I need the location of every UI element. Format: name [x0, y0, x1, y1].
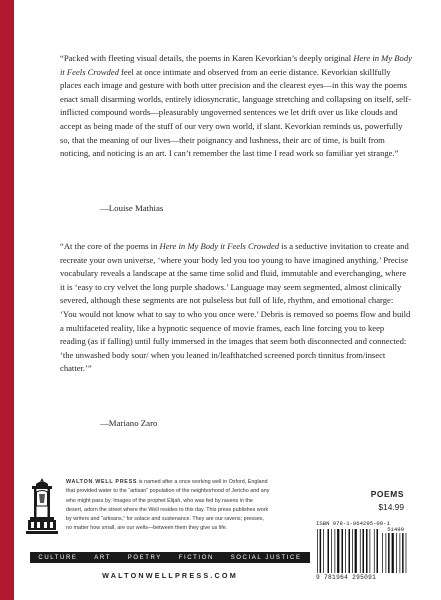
blurb1-text-rest: feel at once intimate and observed from an eerie distance. Kevorkian skillfully places each image and gesture with both utter precision and the clearest eyes—in this way the poems enact small disarming worlds, entirely idiosyncratic, language stretching and collapsing on itself, self-inflicted compound words—pleasurably ungoverned sentences we let drift over us like clouds and accept as being made of the stuff of our very own world, if slant. Kevorkian reminds us, powerfully so, that the meaning of our lives—their poignancy and lushness, their arc of time, is built from noticing, and noticing is an art. I can’t remember the last time I read work so familiar yet strange.” [60, 66, 412, 159]
spine-stripe [0, 0, 14, 600]
blurb1-attribution: —Louise Mathias [100, 203, 164, 213]
blurb-mariano-zaro [60, 240, 412, 376]
category-art: ART [94, 554, 111, 561]
barcode-bars [316, 529, 408, 573]
isbn-text: ISBN 978-1-964295-09-1 [316, 520, 390, 527]
barcode-number: 9 781964 295091 [316, 574, 377, 581]
blurb2-text-rest: is a seductive invitation to create and recreate your own universe, ‘where your body led you too young to have imagined anything.’ Precise vocabulary reveals a landscape at the same time solid and fluid, immutable and everchanging, where it is ‘easy to cry velvet the long purple shadows.’ Language may seem segmented, almost clinically severed, although these segments are not pulseless but full of life, rhythm, and emotional charge: ‘You would not know what to say to who you once were.’ Debris is removed so poems flow and build a multifaceted reality, like a hypnotic sequence of movie frames, each line forcing you to keep reading (as if falling) until fully immersed in the images that seem both disconnected and connected: ‘the unwashed body sour/ when you leaned in/leafthatched screened porch tinnitus from/insect chatter.’” [60, 241, 411, 374]
publisher-text: is named after a once working well in Oxford, England that provided water to the “artisan” population of the neighborhood of Jericho and any who might pass by. Images of the prophet Elijah, who was fed by ravens in the desert, adorn the street where the Well resides to this day. This press publishes work by writers and “artisans,” for solace and sustenance. They are our ravens; presses, no matter how small, are our wells—between them they give us life. [66, 479, 270, 532]
blurb2-text-start: “At the core of the poems in [60, 241, 160, 251]
barcode-addon-number: 51499 [387, 526, 404, 533]
category-culture: CULTURE [38, 554, 78, 561]
blurb-louise-mathias [60, 52, 412, 161]
publisher-description [66, 478, 270, 534]
isbn-barcode [316, 520, 408, 582]
publisher-website: WALTONWELLPRESS.COM [102, 571, 238, 580]
category-social-justice: SOCIAL JUSTICE [230, 554, 302, 561]
blurb1-text-start: “Packed with fleeting visual details, the poems in Karen Kevorkian’s deeply original [60, 53, 354, 63]
well-logo-icon [26, 476, 58, 534]
category-band [30, 552, 310, 563]
publisher-name: WALTON WELL PRESS [66, 479, 138, 485]
category-poetry: POETRY [127, 554, 162, 561]
blurb1-book-title: Here in My Body it Feels Crowded [60, 53, 412, 77]
blurb2-attribution: —Mariano Zaro [100, 418, 158, 428]
category-fiction: FICTION [178, 554, 214, 561]
genre-label: POEMS [370, 489, 404, 499]
price-label: $14.99 [378, 502, 404, 512]
blurb2-book-title: Here in My Body it Feels Crowded [159, 241, 280, 251]
